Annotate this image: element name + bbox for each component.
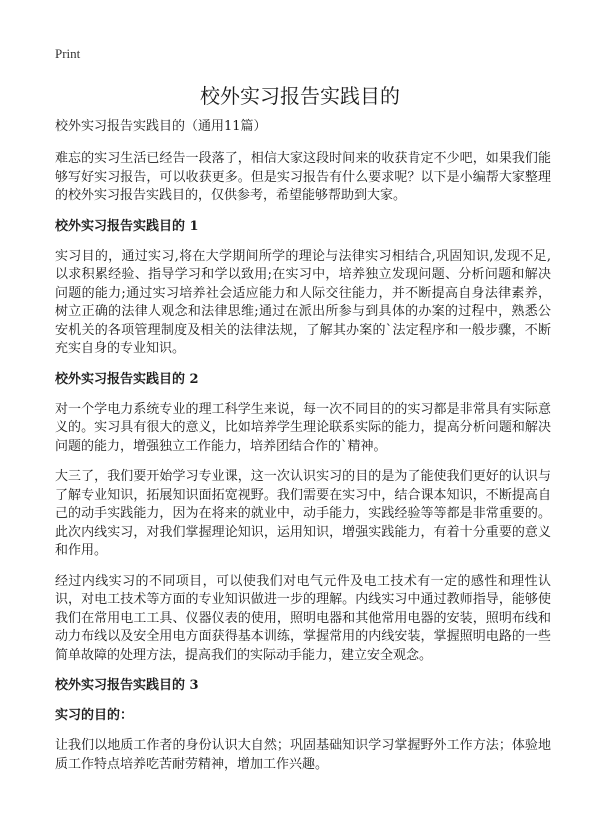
- article-body: [55, 118, 551, 786]
- page-title: 校外实习报告实践目的: [200, 84, 400, 108]
- section-2-paragraph-2: 大三了，我们要开始学习专业课，这一次认识实习的目的是为了能使我们更好的认识与了解专业知识，拓展知识面拓宽视野。我们需要在实习中，结合课本知识，不断提高自己的动手实践能力，因为在将来的就业中，动手能力，实践经验等等都是非常重要的。此次内线实习，对我们掌握理论知识，运用知识，增强实践能力，有着十分重要的意义和作用。: [55, 469, 551, 558]
- section-3-subheading: 实习的目的：: [55, 708, 134, 723]
- section-2-paragraph-3: 经过内线实习的不同项目，可以使我们对电气元件及电工技术有一定的感性和理性认识，对电工技术等方面的专业知识做进一步的理解。内线实习中通过教师指导，能够使我们在常用电工工具、仪器仪表的使用，照明电器和其他常用电器的安装，照明布线和动力布线以及安全用电方面获得基本训练，掌握常用的内线安装，掌握照明电路的一些简单故障的处理方法，提高我们的实际动手能力，建立安全观念。: [55, 573, 551, 663]
- print-link[interactable]: Print: [55, 46, 81, 61]
- subtitle: 校外实习报告实践目的（通用11篇）: [55, 119, 267, 134]
- section-3-paragraph-1: 让我们以地质工作者的身份认识大自然；巩固基础知识学习掌握野外工作方法；体验地质工作特点培养吃苦耐劳精神，增加工作兴趣。: [55, 738, 551, 772]
- section-heading-1: 校外实习报告实践目的 1: [55, 218, 199, 234]
- section-heading-3: 校外实习报告实践目的 3: [55, 678, 199, 693]
- intro-paragraph: 难忘的实习生活已经告一段落了，相信大家这段时间来的收获肯定不少吧，如果我们能够写好实习报告，可以收获更多。但是实习报告有什么要求呢？以下是小编帮大家整理的校外实习报告实践目的，仅供参考，希望能够帮助到大家。: [55, 151, 551, 203]
- section-2-paragraph-1: 对一个学电力系统专业的理工科学生来说，每一次不同目的的实习都是非常具有实际意义的。实习具有很大的意义，比如培养学生理论联系实际的能力，提高分析问题和解决问题的能力，增强独立工作能力，培养团结合作的`精神。: [55, 401, 551, 454]
- section-heading-2: 校外实习报告实践目的 2: [55, 371, 199, 387]
- section-1-paragraph-1: 实习目的，通过实习,将在大学期间所学的理论与法律实习相结合,巩固知识,发现不足,以求积累经验、指导学习和学以致用;在实习中，培养独立发现问题、分析问题和解决问题的能力;通过实习培养社会适应能力和人际交往能力，并不断提高自身法律素养，树立正确的法律人观念和法律思维;通过在派出所参与到具体的办案的过程中，熟悉公安机关的各项管理制度及相关的法律法规，了解其办案的`法定程序和一般步骤，不断充实自身的专业知识。: [55, 248, 551, 356]
